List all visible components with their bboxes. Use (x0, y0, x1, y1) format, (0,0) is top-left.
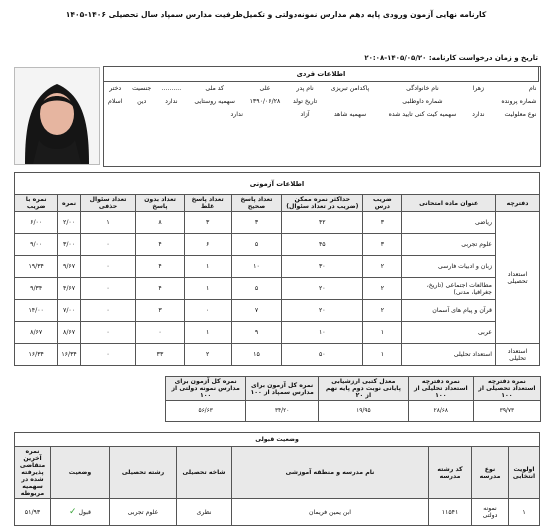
exam-cell: ۱۹/۳۴ (15, 256, 58, 278)
exam-header-blank: تعداد بدون پاسخ (136, 195, 184, 212)
status-result: قبول (78, 509, 92, 516)
exam-row (15, 300, 540, 322)
exam-section-title: اطلاعات آزمونی (15, 173, 540, 195)
exam-row (15, 212, 540, 234)
personal-section-title: اطلاعات فردی (104, 67, 539, 82)
summary-header-talent: نمره دفترچه استعداد تحصیلی از ۱۰۰ (473, 377, 540, 401)
birth-date-label: تاریخ تولد (292, 98, 318, 105)
status-code: ۱۱۵۴۱ (429, 499, 472, 526)
exam-header-coefficient: ضریب درس (363, 195, 402, 212)
exam-cell: ۰ (80, 256, 136, 278)
exam-header-booklet: دفترچه (496, 195, 540, 212)
status-header-result: وضعیت (51, 447, 110, 499)
first-name-value: زهرا (472, 85, 485, 92)
exam-cell: ۱ (184, 322, 231, 344)
check-icon: ✓ (68, 507, 77, 517)
national-code-value: .......... (161, 85, 182, 92)
exam-cell: ۹/۶۷ (58, 256, 80, 278)
summary-value-sampad: ۳۴/۲۰ (246, 401, 319, 422)
exam-cell: ۲/۰۰ (58, 212, 80, 234)
exam-cell: ۷/۰۰ (58, 300, 80, 322)
status-branch: نظری (177, 499, 232, 526)
exam-cell: ۳ (363, 212, 402, 234)
disability-value: ندارد (472, 111, 485, 118)
status-header-branch: شاخه تحصیلی (177, 447, 232, 499)
file-number-label: شماره پرونده (501, 98, 537, 105)
exam-cell: ۰ (80, 322, 136, 344)
exam-cell: ۴ (136, 256, 184, 278)
rural-quota-label: سهمیه روستایی (194, 98, 235, 105)
exam-header-subject: عنوان ماده امتحانی (402, 195, 496, 212)
applicant-number-value (323, 95, 377, 108)
exam-subject: قرآن و پیام های آسمان (402, 300, 496, 322)
exam-row (15, 256, 540, 278)
summary-header-gpa: معدل کتبی ارزشیابی پایانی نوبت دوم پایه نهم از ۲۰ (318, 377, 408, 401)
exam-cell: ۰ (136, 322, 184, 344)
exam-cell: ۲ (363, 278, 402, 300)
exam-cell: ۱ (363, 322, 402, 344)
exam-cell: ۴۵ (282, 234, 363, 256)
exam-cell: ۰ (80, 278, 136, 300)
talent-max: ۵۰ (282, 344, 363, 366)
exam-row (15, 234, 540, 256)
exam-cell: ۰ (80, 234, 136, 256)
status-school-name: ابن یمین فریمان (232, 499, 429, 526)
exam-cell: ۳ (231, 212, 282, 234)
exam-booklet-talent: استعداد تحصیلی (496, 212, 540, 344)
exam-cell: ۲ (363, 300, 402, 322)
summary-header-analytic: نمره دفترچه استعداد تحلیلی از ۱۰۰ (408, 377, 473, 401)
exam-cell: ۹/۳۴ (15, 278, 58, 300)
status-school-type: نمونه دولتی (472, 499, 509, 526)
summary-header-sampad: نمره کل آزمون برای مدارس سمپاد از ۱۰۰ (246, 377, 319, 401)
applicant-number-label: شماره داوطلبی (402, 98, 443, 105)
file-number-value (468, 95, 489, 108)
student-photo-image (15, 68, 99, 164)
talent-coefficient: ۱ (363, 344, 402, 366)
exam-cell: ۲ (363, 256, 402, 278)
talent-correct: ۱۵ (231, 344, 282, 366)
exam-cell: ۱ (184, 278, 231, 300)
religion-label: دین (137, 98, 147, 105)
exam-cell: ۴۲ (282, 212, 363, 234)
report-title: کارنامه نهایی آزمون ورودی پایه دهم مدارس نمونه‌دولتی و تکمیل‌ظرفیت مدارس سمپاد سال تحصیلی ۱۴۰۶-۱۴۰۵ (65, 10, 487, 19)
acceptance-status-table (14, 432, 540, 526)
exam-header-weighted-score: نمره با ضریب (15, 195, 58, 212)
talent-score: ۱۶/۳۴ (58, 344, 80, 366)
status-section-title: وضعیت قبولی (15, 433, 540, 447)
exam-cell: ۱۴/۰۰ (15, 300, 58, 322)
personal-info-table (103, 66, 539, 121)
summary-value-talent: ۳۹/۷۳ (473, 401, 540, 422)
religion-value: اسلام (108, 98, 123, 105)
exam-cell: ۸ (136, 212, 184, 234)
exam-cell: ۰ (184, 300, 231, 322)
request-time: تاریخ و زمان درخواست کارنامه: ۱۴۰۵/۰۵/۲۰-۲۰:۰۸ (364, 54, 538, 62)
exam-header-max-score: حداکثر نمره ممکن (ضریب در تعداد سئوال) (282, 195, 363, 212)
national-code-label: کد ملی (205, 85, 224, 92)
status-priority: ۱ (509, 499, 540, 526)
status-header-school-type: نوع مدرسه (472, 447, 509, 499)
exam-subject: ریاضی (402, 212, 496, 234)
rural-quota-value: ندارد (165, 98, 178, 105)
gender-value: دختر (109, 85, 122, 92)
talent-booklet: استعداد تحلیلی (496, 344, 540, 366)
exam-cell: ۱ (184, 256, 231, 278)
last-name-value: پاکدامن تبریزی (330, 85, 370, 92)
exam-header-wrong: تعداد پاسخ غلط (184, 195, 231, 212)
shahed-quota-value: آزاد (300, 111, 310, 118)
exam-cell: ۱۰ (231, 256, 282, 278)
summary-header-nemooneh: نمره کل آزمون برای مدارس نمونه دولتی از ۱۰۰ (166, 377, 246, 401)
exam-info-table (14, 172, 540, 366)
status-result-cell (51, 499, 110, 526)
status-header-priority: اولویت انتخابی (509, 447, 540, 499)
exam-cell: ۲۰ (282, 278, 363, 300)
father-name-label: نام پدر (296, 85, 314, 92)
exam-cell: ۴ (136, 278, 184, 300)
exam-cell: ۸/۶۷ (58, 322, 80, 344)
talent-subject: استعداد تحلیلی (402, 344, 496, 366)
exam-cell: ۱۰ (282, 322, 363, 344)
exam-row (15, 278, 540, 300)
exam-cell: ۶/۰۰ (15, 212, 58, 234)
status-header-field: رشته تحصیلی (110, 447, 177, 499)
exam-cell: ۳ (184, 212, 231, 234)
exam-cell: ۰ (80, 300, 136, 322)
gender-label: جنسیت (132, 85, 152, 92)
status-header-last-score: نمره آخرین متقاضی پذیرفته شده در سهمیه مربوطه (15, 447, 51, 499)
last-name-label: نام خانوادگی (406, 85, 439, 92)
exam-cell: ۳ (363, 234, 402, 256)
first-name-label: نام (529, 85, 537, 92)
exam-subject: عربی (402, 322, 496, 344)
summary-value-gpa: ۱۹/۹۵ (318, 401, 408, 422)
exam-cell: ۴ (136, 234, 184, 256)
father-name-value: علی (259, 85, 271, 92)
exam-cell: ۹/۰۰ (15, 234, 58, 256)
exam-row (15, 322, 540, 344)
exam-header-correct: تعداد پاسخ صحیح (231, 195, 282, 212)
exam-header-score: نمره (58, 195, 80, 212)
disability-label: نوع معلولیت (504, 111, 537, 118)
status-field: علوم تجربی (110, 499, 177, 526)
status-header-code: کد رشته مدرسه (429, 447, 472, 499)
exam-cell: ۷ (231, 300, 282, 322)
exam-subject: علوم تجربی (402, 234, 496, 256)
trust-quota-value: ندارد (230, 111, 243, 118)
summary-value-nemooneh: ۵۶/۶۳ (166, 401, 246, 422)
exam-cell: ۱ (80, 212, 136, 234)
talent-weighted: ۱۶/۳۴ (15, 344, 58, 366)
status-last-score: ۵۱/۹۳ (15, 499, 51, 526)
student-photo (14, 67, 100, 165)
exam-cell: ۵ (231, 278, 282, 300)
exam-cell: ۸/۶۷ (15, 322, 58, 344)
status-header-school-name: نام مدرسه و منطقه آموزشی (232, 447, 429, 499)
trust-quota-label: سهمیه کیت کنی تایید شده (388, 111, 457, 118)
summary-value-analytic: ۲۸/۶۸ (408, 401, 473, 422)
exam-cell: ۳/۰۰ (58, 234, 80, 256)
exam-cell: ۲۰ (282, 300, 363, 322)
talent-removed: ۰ (80, 344, 136, 366)
exam-header-removed: تعداد سئوال حذفی (80, 195, 136, 212)
birth-date-value: ۱۳۹۰/۰۶/۲۸ (249, 98, 281, 105)
shahed-quota-label: سهمیه شاهد (333, 111, 367, 118)
exam-cell: ۵ (231, 234, 282, 256)
exam-subject: مطالعات اجتماعی (تاریخ، جغرافیا، مدنی) (402, 278, 496, 300)
talent-blank: ۳۳ (136, 344, 184, 366)
exam-cell: ۶ (184, 234, 231, 256)
talent-wrong: ۲ (184, 344, 231, 366)
exam-subject: زبان و ادبیات فارسی (402, 256, 496, 278)
exam-cell: ۳ (136, 300, 184, 322)
exam-cell: ۳۰ (282, 256, 363, 278)
summary-table (165, 376, 541, 422)
exam-cell: ۴/۶۷ (58, 278, 80, 300)
exam-cell: ۹ (231, 322, 282, 344)
